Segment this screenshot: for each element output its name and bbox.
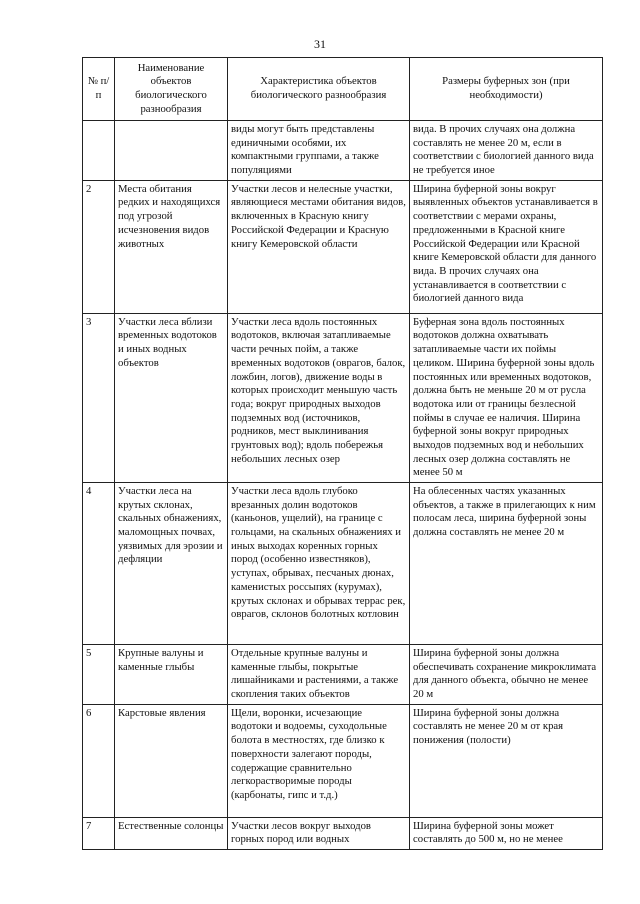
row-object-name: Участки леса на крутых склонах, скальных обнажениях, маломощных почвах, уязвимых для эрозии и дефляции [115, 483, 228, 645]
table-row [83, 180, 603, 313]
row-characteristic: Участки лесов вокруг выходов горных пород или водных [228, 817, 410, 849]
table-row [83, 704, 603, 817]
table-row [83, 483, 603, 645]
header-characteristic: Характеристика объектов биологического разнообразия [228, 58, 410, 121]
row-buffer-size: Ширина буферной зоны может составлять до 500 м, но не менее [410, 817, 603, 849]
row-number [83, 121, 115, 181]
table-row [83, 313, 603, 482]
row-number: 6 [83, 704, 115, 817]
row-characteristic: Участки лесов и нелесные участки, являющиеся местами обитания видов, включенных в Красную книгу Российской Федерации и Красную книгу Кемеровской области [228, 180, 410, 313]
row-buffer-size: Ширина буферной зоны должна обеспечивать сохранение микроклимата для данного объекта, обычно не менее 20 м [410, 645, 603, 705]
header-object-name: Наименование объектов биологического разнообразия [115, 58, 228, 121]
row-object-name [115, 121, 228, 181]
row-number: 3 [83, 313, 115, 482]
table-row [83, 817, 603, 849]
row-buffer-size: вида. В прочих случаях она должна составлять не менее 20 м, если в соответствии с биологией данного вида не требуется иное [410, 121, 603, 181]
row-number: 4 [83, 483, 115, 645]
table-row [83, 121, 603, 181]
row-buffer-size: На облесенных частях указанных объектов, а также в прилегающих к ним полосам леса, ширина буферной зоны должна составлять не менее 20 м [410, 483, 603, 645]
table-row [83, 645, 603, 705]
row-characteristic: Щели, воронки, исчезающие водотоки и водоемы, суходольные болота в местностях, где близко к поверхности залегают породы, содержащие сравнительно легкорастворимые породы (карбонаты, гипс и т.д.) [228, 704, 410, 817]
row-number: 2 [83, 180, 115, 313]
row-buffer-size: Буферная зона вдоль постоянных водотоков должна охватывать затапливаемые части их поймы целиком. Ширина буферной зоны вдоль постоянных или временных водотоков, должна быть не меньше 20 м от русла водотока или от границы безлесной поймы в случае ее наличия. Ширина буферной зоны вокруг природных выходов подземных вод и небольших лесных озер должна составлять не менее 50 м [410, 313, 603, 482]
header-buffer-size: Размеры буферных зон (при необходимости) [410, 58, 603, 121]
row-characteristic: Отдельные крупные валуны и каменные глыбы, покрытые лишайниками и растениями, а также скопления таких объектов [228, 645, 410, 705]
row-characteristic: Участки леса вдоль постоянных водотоков, включая затапливаемые части речных пойм, а также временных водотоков (оврагов, балок, ложбин, логов), движение воды в которых происходит меньшую часть года; вокруг природных выходов подземных вод (источников, родников, мест выклинивания грунтовых вод); вдоль побережья небольших лесных озер [228, 313, 410, 482]
page-number: 31 [314, 37, 326, 51]
row-object-name: Карстовые явления [115, 704, 228, 817]
row-characteristic: Участки леса вдоль глубоко врезанных долин водотоков (каньонов, ущелий), на границе с гольцами, на скальных обнажениях и иных выходах коренных горных пород (особенно известняков), уступах, обрывах, песчаных дюнах, каменистых россыпях (курумах), крутых склонах и обрывах террас рек, оврагов, склонов болотных котловин [228, 483, 410, 645]
row-number: 5 [83, 645, 115, 705]
header-number: № п/п [83, 58, 115, 121]
table-header-row [83, 58, 603, 121]
row-characteristic: виды могут быть представлены единичными особями, их компактными группами, а также популяциями [228, 121, 410, 181]
buffer-zones-table [82, 57, 603, 850]
row-number: 7 [83, 817, 115, 849]
row-object-name: Естественные солонцы [115, 817, 228, 849]
row-buffer-size: Ширина буферной зоны должна составлять не менее 20 м от края понижения (полости) [410, 704, 603, 817]
row-object-name: Участки леса вблизи временных водотоков и иных водных объектов [115, 313, 228, 482]
row-object-name: Крупные валуны и каменные глыбы [115, 645, 228, 705]
row-object-name: Места обитания редких и находящихся под угрозой исчезновения видов животных [115, 180, 228, 313]
row-buffer-size: Ширина буферной зоны вокруг выявленных объектов устанавливается в соответствии с мерами охраны, предложенными в Красной книге Российской Федерации или Красной книге Кемеровской области для данного вида. В прочих случаях она устанавливается в соответствии с биологией данного вида [410, 180, 603, 313]
